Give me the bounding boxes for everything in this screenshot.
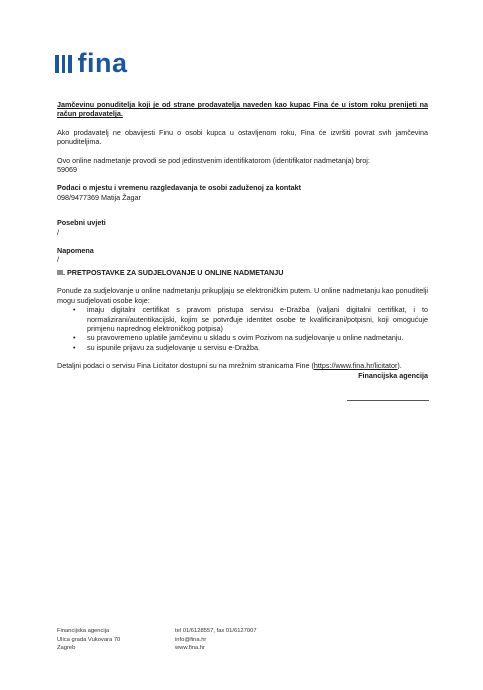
section3-heading: III. PRETPOSTAVKE ZA SUDJELOVANJE U ONLINE NADMETANJU xyxy=(57,267,284,277)
requirements-list xyxy=(57,305,428,352)
footer-contact xyxy=(175,627,257,653)
note-heading: Napomena xyxy=(57,246,94,256)
identifier-text: Ovo online nadmetanje provodi se pod jedinstvenim identifikatorom (identifikator nadmetanja) broj: xyxy=(57,155,370,165)
details-text: Detaljni podaci o servisu Fina Licitator dostupni su na mrežnim stranicama Fine ( xyxy=(57,361,314,371)
special-conditions-value: / xyxy=(57,227,59,237)
list-item: • su ispunile prijavu za sudjelovanje u servisu e-Dražba. xyxy=(87,343,428,352)
logo-bars-icon xyxy=(55,55,72,73)
footer-line: Financijska agencija xyxy=(57,628,110,634)
logo-wordmark: fina xyxy=(77,48,128,78)
footer-phone: tel 01/6128557, fax 01/6127007 xyxy=(175,628,257,634)
fina-logo xyxy=(55,50,128,77)
footer-line: Ulica grada Vukovara 70 xyxy=(57,636,121,643)
identifier-number: 59069 xyxy=(57,165,77,175)
section3-intro: Ponude za sudjelovanje u online nadmetanju prikupljaju se elektroničkim putem. U online nadmetanju kao ponuditelji mogu sudjelovati osobe koje: xyxy=(57,286,428,305)
list-item: • su pravovremeno uplatile jamčevinu u skladu s ovim Pozivom na sudjelovanje u online nadmetanju. xyxy=(87,333,428,342)
footer-email-link[interactable]: info@fina.hr xyxy=(175,636,207,643)
note-value: / xyxy=(57,255,59,265)
notice-paragraph: Jamčevinu ponuditelja koji je od strane prodavatelja naveden kao kupac Fina će u istom roku prenijeti na račun prodavatelja. xyxy=(57,100,428,119)
document-body xyxy=(57,100,428,401)
details-end: ). xyxy=(397,361,402,371)
licitator-link[interactable]: https://www.fina.hr/licitator xyxy=(313,361,398,371)
identifier-paragraph xyxy=(57,156,428,175)
special-conditions-heading: Posebni uvjeti xyxy=(57,218,106,228)
list-item: • imaju digitalni certifikat s pravom pristupa servisu e-Dražba (valjani digitalni certifikat, i to normalizirani/autentikacijski, kojim se potvrđuje identitet osobe te kvalificirani/potpisni, koji omogućuje primjenu naprednog elektroničkog potpisa) xyxy=(87,305,428,333)
footer-website-link[interactable]: www.fina.hr xyxy=(175,645,205,652)
contact-value: 098/9477369 Matija Žagar xyxy=(57,192,141,202)
signature-agency: Financijska agencija xyxy=(358,370,428,380)
footer-address xyxy=(57,627,120,653)
contact-heading: Podaci o mjestu i vremenu razgledavanja te osobi zaduženoj za kontakt xyxy=(57,183,302,193)
details-paragraph xyxy=(57,361,428,370)
footer-line: Zagreb xyxy=(57,645,76,652)
signature-line xyxy=(347,400,429,401)
refund-paragraph: Ako prodavatelj ne obavijesti Finu o osobi kupca u ostavljenom roku, Fina će izvršiti povrat svih jamčevina ponuditeljima. xyxy=(57,127,428,147)
